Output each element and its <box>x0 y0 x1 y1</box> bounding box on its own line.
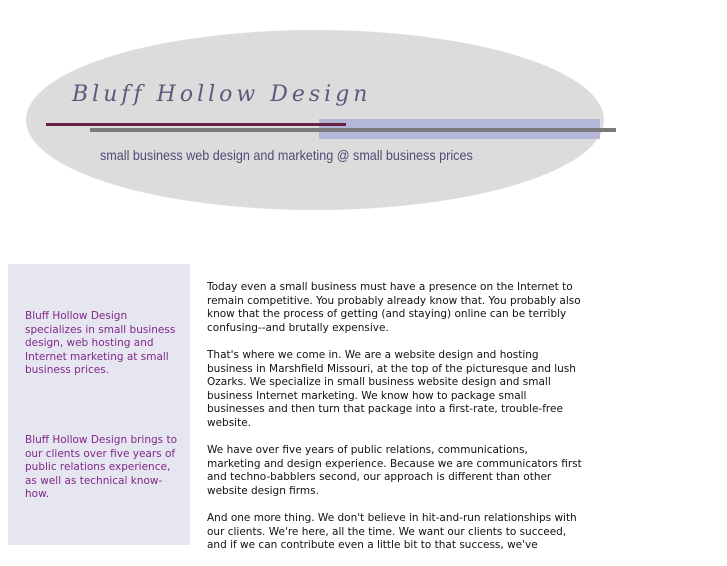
content-paragraph-about: That's where we come in. We are a website design and hosting business in Marshfield Missouri, at the top of the picturesque and lush Ozarks. We specialize in small business website design and small business Internet marketing. We know how to package small businesses and then turn that package into a first-rate, trouble-free website. <box>207 348 576 429</box>
site-title: Bluff Hollow Design <box>72 82 372 107</box>
sidebar-blurb-specializes: Bluff Hollow Design specializes in small business design, web hosting and Internet marketing at small business prices. <box>25 310 176 377</box>
content-paragraph-experience: We have over five years of public relations, communications, marketing and design experience. Because we are communicators first and techno-babblers second, our approach is different than other website design firms. <box>207 444 582 497</box>
banner-rule-dark <box>46 123 346 126</box>
content-paragraph-relationships: And one more thing. We don't believe in hit-and-run relationships with our clients. We're here, all the time. We want our clients to succeed, and if we can contribute even a little bit to that success, we've <box>207 512 577 552</box>
sidebar <box>8 264 190 545</box>
site-tagline: small business web design and marketing @ small business prices <box>100 147 473 163</box>
main-content <box>207 281 582 566</box>
content-paragraph-intro: Today even a small business must have a presence on the Internet to remain competitive. You probably already know that. You probably also know that the process of getting (and staying) online can be terribly confusing--and brutally expensive. <box>207 281 581 334</box>
banner-rule-gray <box>90 128 616 132</box>
header-banner <box>26 30 604 210</box>
sidebar-blurb-experience: Bluff Hollow Design brings to our clients over five years of public relations experience, as well as technical know-how. <box>25 434 178 501</box>
